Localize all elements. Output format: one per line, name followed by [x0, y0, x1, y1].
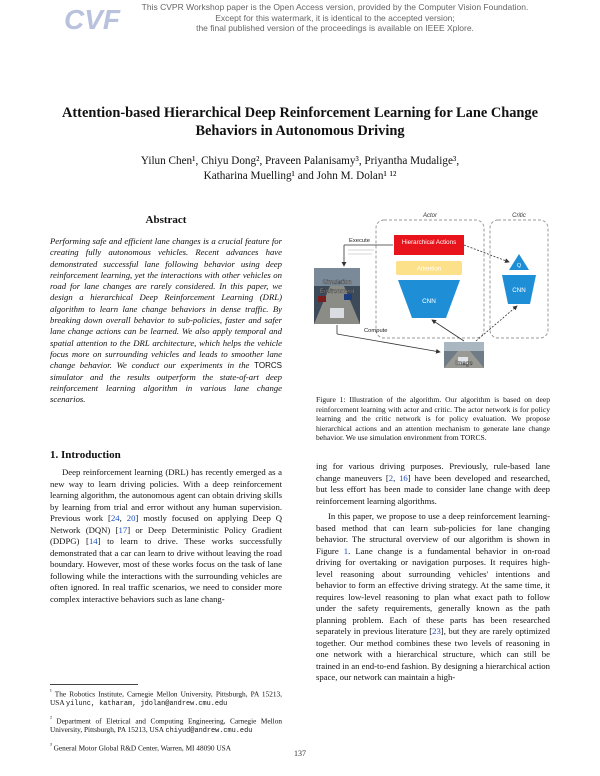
citation-link[interactable]: 14	[88, 536, 98, 546]
simulation-environment-image	[314, 268, 360, 324]
watermark-line: the final published version of the proceedings is available on IEEE Xplore.	[196, 23, 474, 33]
watermark-line: This CVPR Workshop paper is the Open Access version, provided by the Computer Vision Foundation.	[141, 2, 529, 12]
footnote-email[interactable]: chiyud@andrew.cmu.edu	[165, 727, 253, 736]
figure-1-diagram	[314, 212, 550, 370]
abstract-body	[50, 236, 282, 405]
figure-1-caption: Figure 1: Illustration of the algorithm. Our algorithm is based on deep reinforcement learning with actor and critic. The actor network is for policy learning and the critic network is for policy evaluation. We propose hierarchical actions and an attention mechanism to generate lane change behavior. We use simulation environment from TORCS.	[316, 395, 550, 442]
svg-text:CVF: CVF	[64, 4, 120, 35]
author-list	[60, 154, 540, 184]
intro-left-column	[50, 467, 282, 605]
section-heading-introduction: 1. Introduction	[50, 449, 121, 461]
image-to-critic-arrow	[476, 306, 517, 341]
actions-to-critic-arrow	[464, 245, 509, 262]
citation-link[interactable]: 16	[399, 472, 408, 483]
abstract-text-end: simulator and the results outperform the state-of-art deep reinforcement learning algorithm in various lane change scenarios.	[50, 371, 282, 405]
simulation-label-line1: Simulation	[322, 279, 352, 286]
intro-paragraph: ing for various driving purposes. Previously, rule-based lane change maneuvers [2, 16] have been developed and researched, but less effort has been made to consider lane change with deep reinforcement learning algorithms.	[316, 461, 551, 506]
citation-link[interactable]: 2	[388, 472, 394, 483]
compute-arrow-diag	[337, 334, 440, 352]
compute-label: Compute	[364, 328, 388, 334]
intro-paragraph: In this paper, we propose to use a deep reinforcement learning-based method that can learn sub-policies for lane changing behavior. The structural overview of our algorithm is shown in Figure 1. Lane change is a fundamental behavior in on-road driving for overtaking or navigation purposes. It requires high-level reasoning about surrounding vehicles' intentions and behavior to form an effective driving strategy. At the same time, it requires low-level reasoning to plan what exact path to follow under the safety requirements, generally known as the path planning problem. Each of these parts has been researched separately in previous literature [23], but they are rarely optimized together. Our method combines these two levels of reasoning in one network with a hierarchical structure, which can still be trained in an end-to-end fashion. By designing a hierarchical action space, our network can maintain a high-	[316, 511, 550, 682]
author-line: Yilun Chen¹, Chiyu Dong², Praveen Palanisamy³, Priyantha Mudalige³,	[140, 155, 460, 167]
intro-right-column	[316, 461, 550, 684]
footnote-3: $^{^3}$ General Motor Global R&D Center, Warren, MI 48090 USA	[50, 743, 231, 753]
attention-label: Attention	[416, 265, 442, 273]
hierarchical-actions-label: Hierarchical Actions	[401, 239, 457, 246]
page-number: 137	[294, 749, 306, 758]
intro-paragraph: Deep reinforcement learning (DRL) has recently emerged as a new way to learn driving policies. With a deep reinforcement learning algorithm, the autonomous agent can obtain driving skills by learning from trial and error without any human supervision. Previous work [24, 20] mostly focused on applying Deep Q Network (DQN) [17] or Deep Deterministic Policy Gradient (DDPG) [14] to learn to drive. These works successfully demonstrated that a car can learn to drive without leaving the road boundary. However, most of these works focus on the task of lane following while the interactions with the surrounding vehicles are often ignored. In real traffic scenarios, we need to consider more complex interactive behaviors such as lane chang-	[50, 467, 283, 604]
critic-q-label: Q	[516, 263, 522, 269]
abstract-torcs: TORCS	[254, 361, 282, 371]
citation-link[interactable]: 23	[432, 626, 441, 636]
footnote-2: $^{^2}$ Department of Eletrical and Computing Engineering, Carnegie Mellon University, Pittsburgh, PA 15213, USA chiyud@andrew.cmu.edu	[50, 716, 283, 736]
title-line: Behaviors in Autonomous Driving	[195, 123, 405, 139]
citation-link[interactable]: 24	[110, 513, 120, 523]
critic-label: Critic	[512, 213, 526, 219]
cvf-logo	[62, 2, 122, 36]
watermark-line: Except for this watermark, it is identical to the accepted version;	[215, 12, 455, 23]
actor-cnn-label: CNN	[422, 298, 436, 305]
abstract-heading: Abstract	[145, 214, 187, 226]
citation-link[interactable]: 1	[343, 545, 349, 556]
simulation-label-line2: Environment	[319, 288, 355, 295]
footnote-1: $^{^1}$ The Robotics Institute, Carnegie Mellon University, Pittsburgh, PA 15213, USA yilunc, katharam, jdolan@andrew.cmu.edu	[50, 689, 282, 709]
image-label: Image	[455, 360, 473, 367]
actor-label: Actor	[422, 213, 438, 219]
author-line: Katharina Muelling¹ and John M. Dolan¹ ¹²	[203, 170, 397, 182]
watermark-notice	[125, 2, 545, 34]
footnote-email[interactable]: yilunc, katharam, jdolan@andrew.cmu.edu	[66, 700, 228, 709]
critic-cnn-label: CNN	[512, 287, 526, 294]
paper-title	[50, 104, 550, 140]
citation-link[interactable]: 17	[118, 524, 128, 535]
abstract-text: Performing safe and efficient lane changes is a crucial feature for creating fully autonomous vehicles. Recent advances have demonstrated successful lane following behavior using deep reinforcement learning, yet the interactions with other vehicles on road for lane changes are rarely considered. In this paper, we design a hierarchical Deep Reinforcement Learning (DRL) algorithm to learn lane change behaviors in dense traffic. By breaking down overall behavior to sub-policies, faster and safer lane change actions can be learned. We also apply temporal and spatial attention to the DRL architecture, which helps the vehicle focus more on surrounding vehicles and leads to smoother lane change behavior. We conduct our experiments in the	[50, 236, 282, 371]
execute-label: Execute	[349, 238, 370, 244]
footnote-divider	[50, 684, 138, 685]
title-line: Attention-based Hierarchical Deep Reinforcement Learning for Lane Change	[61, 105, 539, 121]
citation-link[interactable]: 20	[126, 513, 136, 523]
